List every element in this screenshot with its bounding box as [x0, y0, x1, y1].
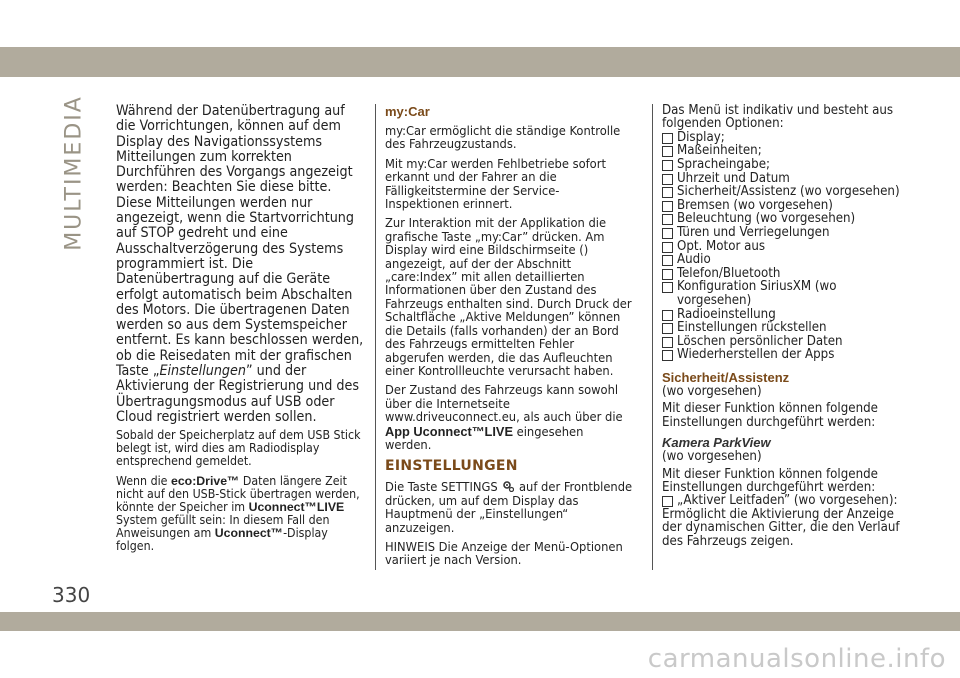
checkbox-icon [662, 269, 673, 280]
mycar-intro: my:Car ermöglicht die ständige Kontrolle des Fahrzeugzustands. [385, 124, 621, 153]
settings-hint: HINWEIS Die Anzeige der Menü-Optionen variiert je nach Version. [385, 539, 623, 569]
list-item: Beleuchtung (wo vorgesehen) [662, 212, 912, 226]
safety-heading: Sicherheit/Assistenz [662, 369, 790, 385]
checkbox-icon [662, 160, 673, 171]
parkview-note: (wo vorgesehen) [662, 449, 762, 465]
column-2 [385, 104, 633, 574]
list-item: Opt. Motor aus [662, 240, 912, 254]
checkbox-icon [662, 350, 673, 361]
usb-note: Sobald der Speicherplatz auf dem USB Stick belegt ist, wird dies am Radiodisplay entsprechend gemeldet. [116, 428, 361, 469]
transfer-paragraph: Während der Datenübertragung auf die Vorrichtungen, können auf dem Display des Navigationssystems Mitteilungen zum korrekten Durchführen des Vorgangs angezeigt werden: Beachten Sie diese bitte. Diese Mitteilungen werden nur angezeigt, wenn die Startvorrichtung auf STOP gedreht und eine Ausschaltverzögerung des Systems programmiert ist. Die Datenübertragung auf die Geräte erfolgt automatisch beim Abschalten des Motors. Die übertragenen Daten werden so aus dem Systemspeicher entfernt. Es kann beschlossen werden, ob die Reisedaten mit der grafischen Taste „Einstellungen” und der Aktivierung der Registrierung und des Übertragungsmodus auf USB oder Cloud registriert werden sollen. [116, 103, 364, 425]
page-number: 330 [52, 583, 91, 607]
settings-options-list [662, 131, 912, 362]
parkview-subheading: Kamera ParkView [662, 435, 771, 451]
list-item: Einstellungen rückstellen [662, 321, 912, 335]
watermark: carmanualsonline.info [647, 644, 946, 674]
checkbox-icon [662, 242, 673, 253]
list-item: Radioeinstellung [662, 308, 912, 322]
checkbox-icon [662, 201, 673, 212]
checkbox-icon [662, 337, 673, 348]
settings-instruction: Die Taste SETTINGS auf der Frontblende drücken, um auf dem Display das Hauptmenü der „Einstellungen“ anzuzeigen. [385, 480, 633, 536]
list-item: Wiederherstellen der Apps [662, 348, 912, 362]
menu-intro: Das Menü ist indikativ und besteht aus folgenden Optionen: [662, 103, 894, 132]
safety-text: Mit dieser Funktion können folgende Einstellungen durchgeführt werden: [662, 401, 878, 430]
list-item: Türen und Verriegelungen [662, 226, 912, 240]
mycar-faults: Mit my:Car werden Fehlbetriebe sofort erkannt und der Fahrer an die Fälligkeitstermine der Service-Inspektionen erinnert. [385, 156, 606, 213]
checkbox-icon [662, 310, 673, 321]
column-3 [662, 104, 912, 554]
list-item: Sicherheit/Assistenz (wo vorgesehen) [662, 185, 912, 199]
list-item: Telefon/Bluetooth [662, 267, 912, 281]
list-item: Spracheingabe; [662, 158, 912, 172]
list-item: Konfiguration SiriusXM (wo vorgesehen) [662, 280, 912, 307]
list-item: Löschen persönlicher Daten [662, 335, 912, 349]
checkbox-icon [662, 214, 673, 225]
mycar-interaction: Zur Interaktion mit der Applikation die grafische Taste „my:Car” drücken. Am Display wird eine Bildschirmseite () angezeigt, auf der der Abschnitt „care:Index” mit allen detaillierten Informationen über den Zustand des Fahrzeugs enthalten sind. Durch Druck der Schaltfläche „Aktive Meldungen” können die Details (falls vorhanden) der an Bord des Fahrzeugs ermittelten Fehler abgerufen werden, die das Aufleuchten einer Kontrollleuchte verursacht haben. [385, 216, 632, 379]
top-header-bar [0, 47, 960, 77]
list-item: Maßeinheiten; [662, 144, 912, 158]
section-tab [57, 95, 91, 250]
section-label: MULTIMEDIA [61, 94, 87, 251]
gear-icon [502, 480, 514, 492]
safety-note: (wo vorgesehen) [662, 383, 762, 399]
column-1 [116, 104, 366, 559]
checkbox-icon [662, 174, 673, 185]
list-item: „Aktiver Leitfaden” (wo vorgesehen): [662, 494, 912, 508]
list-item: Uhrzeit und Datum [662, 172, 912, 186]
checkbox-icon [662, 255, 673, 266]
checkbox-icon [662, 323, 673, 334]
settings-heading: EINSTELLUNGEN [385, 458, 518, 475]
list-item: Display; [662, 131, 912, 145]
checkbox-icon [662, 496, 673, 507]
checkbox-icon [662, 228, 673, 239]
column-divider [375, 104, 376, 570]
list-item: Audio [662, 253, 912, 267]
checkbox-icon [662, 146, 673, 157]
bottom-footer-bar [0, 612, 960, 631]
ecodrive-note: Wenn die eco:Drive™ Daten längere Zeit nicht auf den USB-Stick übertragen werden, könnte der Speicher im Uconnect™LIVE System gefüllt sein: In diesem Fall den Anweisungen am Uconnect™-Display folgen. [116, 473, 360, 553]
checkbox-icon [662, 133, 673, 144]
checkbox-icon [662, 187, 673, 198]
checkbox-icon [662, 282, 673, 293]
mycar-heading: my:Car [385, 104, 430, 119]
column-divider [652, 104, 653, 570]
parkview-text: Mit dieser Funktion können folgende Einstellungen durchgeführt werden: [662, 466, 878, 495]
mycar-web: Der Zustand des Fahrzeugs kann sowohl über die Internetseite www.driveuconnect.eu, als auch über die App Uconnect™LIVE eingesehen werden. [385, 383, 623, 453]
list-item: Bremsen (wo vorgesehen) [662, 199, 912, 213]
parkview-item-text: Ermöglicht die Aktivierung der Anzeige der dynamischen Gitter, die den Verlauf des Fahrzeugs zeigen. [662, 506, 900, 549]
